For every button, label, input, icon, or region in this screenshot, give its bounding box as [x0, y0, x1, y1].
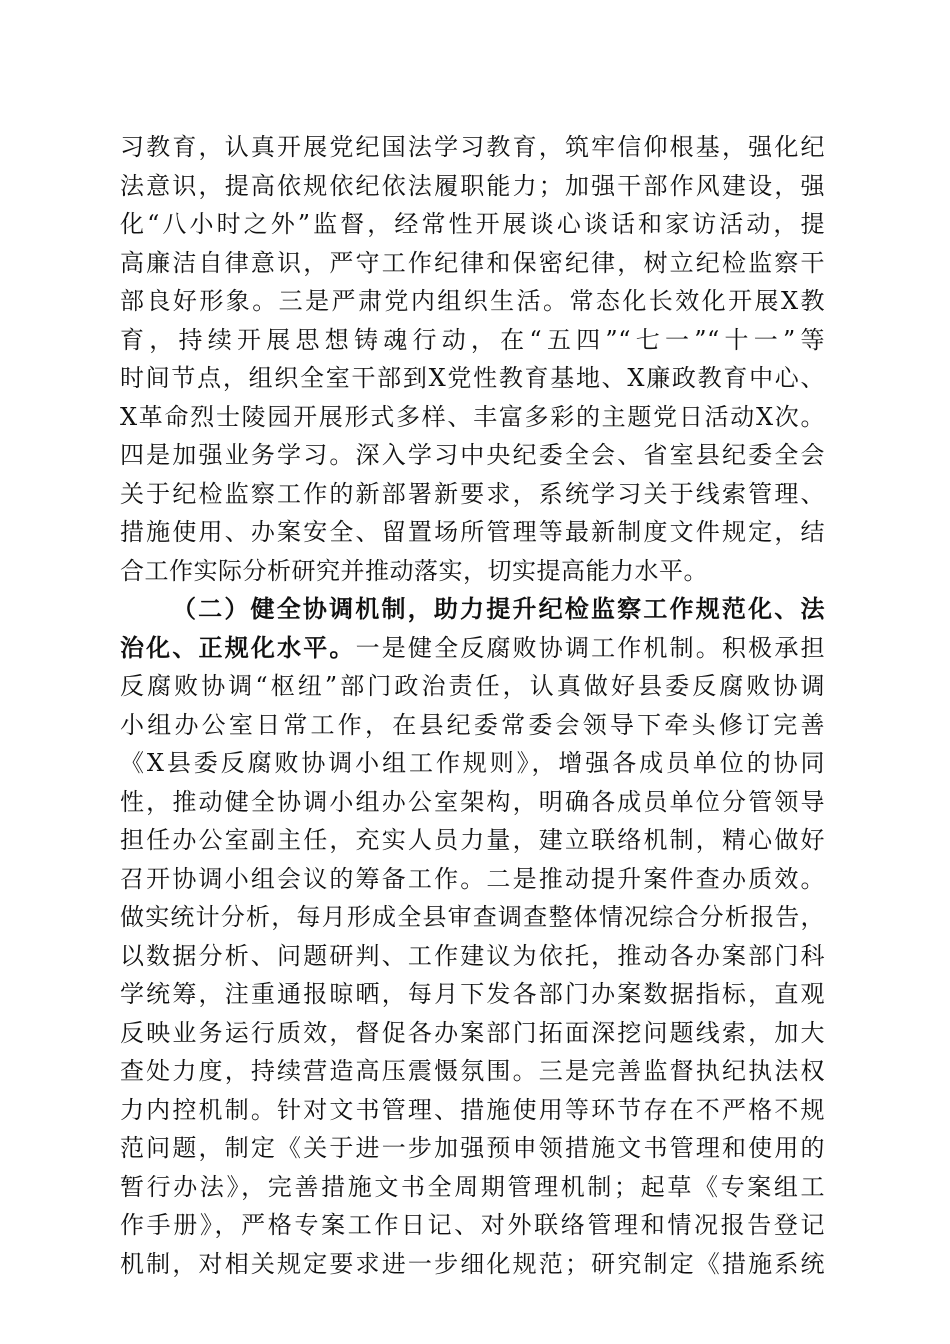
section-heading-tail: 治化、正规化水平。 [120, 632, 356, 662]
text-line: 《X县委反腐败协调小组工作规则》，增强各成员单位的协同 [120, 749, 825, 777]
text-line: 性，推动健全协调小组办公室架构，明确各成员单位分管领导 [120, 787, 825, 816]
text-line: 以数据分析、问题研判、工作建议为依托，推动各办案部门科 [120, 941, 825, 970]
text-line: 合工作实际分析研究并推动落实，切实提高能力水平。 [120, 556, 708, 585]
text-line: 高廉洁自律意识，严守工作纪律和保密纪律，树立纪检监察干 [120, 248, 825, 277]
text-line: 育，持续开展思想铸魂行动，在“五四”“七一”“十一”等 [120, 325, 825, 354]
text-line: 法意识，提高依规依纪依法履职能力；加强干部作风建设，强 [120, 171, 825, 200]
text-line: 做实统计分析，每月形成全县审查调查整体情况综合分析报告， [120, 903, 825, 931]
text-line: 召开协调小组会议的筹备工作。二是推动提升案件查办质效。 [120, 864, 825, 893]
text-line: 担任办公室副主任，充实人员力量，建立联络机制，精心做好 [120, 826, 825, 854]
section-heading-continuation [120, 629, 825, 668]
text-line: 作手册》，严格专案工作日记、对外联络管理和情况报告登记 [120, 1211, 825, 1239]
text-line: 四是加强业务学习。深入学习中央纪委全会、省室县纪委全会 [120, 441, 825, 469]
text-line: 反腐败协调“枢纽”部门政治责任，认真做好县委反腐败协调 [120, 672, 825, 700]
text-line: 范问题，制定《关于进一步加强预申领措施文书管理和使用的 [120, 1134, 825, 1162]
text-line: 力内控机制。针对文书管理、措施使用等环节存在不严格不规 [120, 1095, 825, 1124]
text-line: 部良好形象。三是严肃党内组织生活。常态化长效化开展X教 [120, 287, 825, 315]
text-line: 化“八小时之外”监督，经常性开展谈心谈话和家访活动，提 [120, 210, 825, 238]
text-line: 关于纪检监察工作的新部署新要求，系统学习关于线索管理、 [120, 479, 825, 508]
body-text [120, 128, 825, 1283]
text-line: 机制，对相关规定要求进一步细化规范；研究制定《措施系统 [120, 1249, 825, 1278]
text-line: 习教育，认真开展党纪国法学习教育，筑牢信仰根基，强化纪 [120, 133, 825, 161]
text-line: 暂行办法》，完善措施文书全周期管理机制；起草《专案组工 [120, 1172, 825, 1201]
text-line-rest: 一是健全反腐败协调工作机制。积极承担 [355, 633, 826, 662]
section-heading: （二）健全协调机制，助力提升纪检监察工作规范化、法 [172, 594, 825, 623]
text-line: 查处力度，持续营造高压震慑氛围。三是完善监督执纪执法权 [120, 1057, 825, 1085]
text-line: 措施使用、办案安全、留置场所管理等最新制度文件规定，结 [120, 518, 825, 546]
text-line: 反映业务运行质效，督促各办案部门拓面深挖问题线索，加大 [120, 1018, 825, 1047]
text-line: 学统筹，注重通报晾晒，每月下发各部门办案数据指标，直观 [120, 980, 825, 1008]
text-line: 小组办公室日常工作，在县纪委常委会领导下牵头修订完善 [120, 710, 825, 739]
text-line: 时间节点，组织全室干部到X党性教育基地、X廉政教育中心、 [120, 364, 825, 392]
text-line: X革命烈士陵园开展形式多样、丰富多彩的主题党日活动X次。 [120, 402, 825, 431]
